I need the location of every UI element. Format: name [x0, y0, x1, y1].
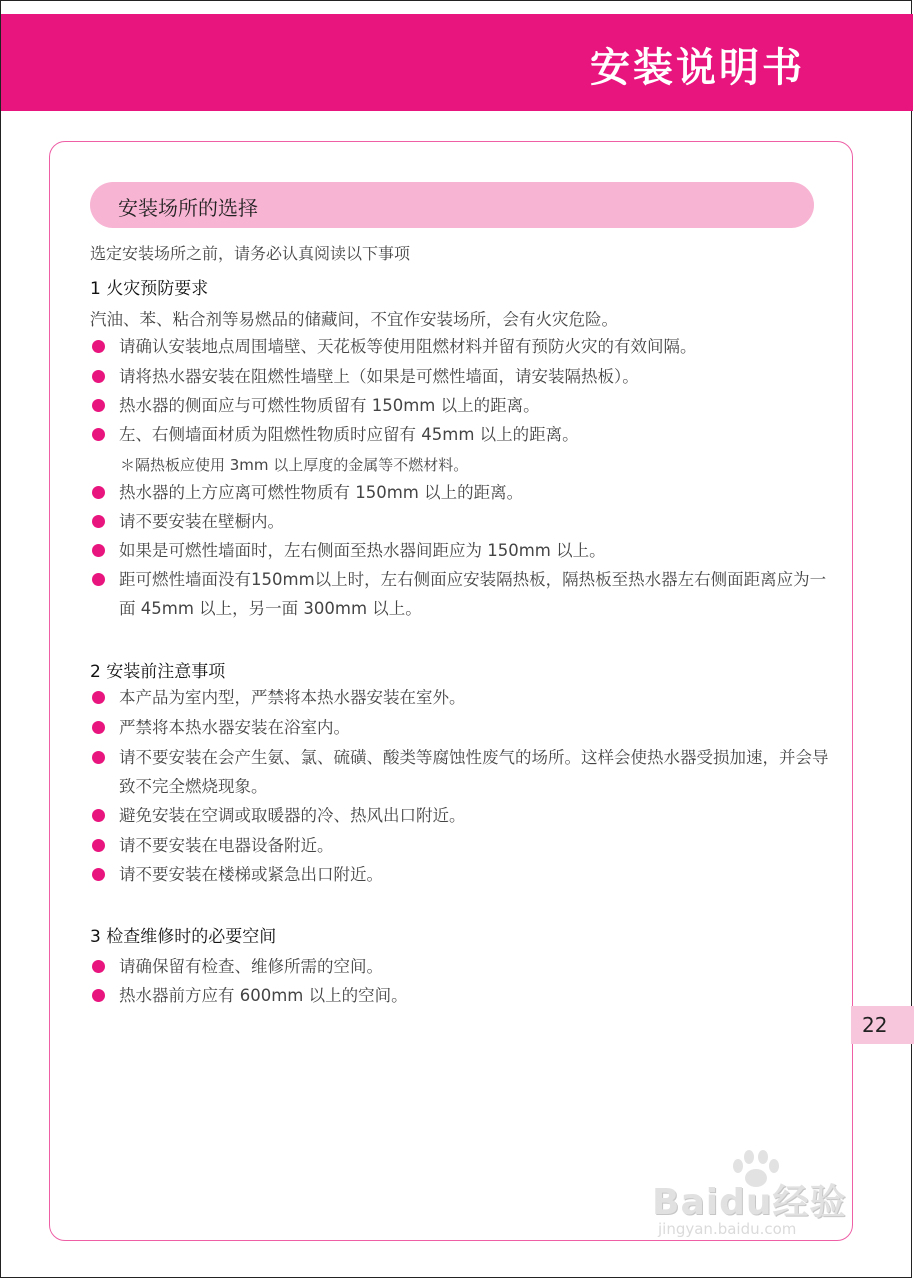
section-title: 安装场所的选择: [118, 196, 258, 220]
bullet-icon: [92, 839, 105, 852]
list-item-text: 严禁将本热水器安装在浴室内。: [119, 718, 350, 737]
list-item: [90, 478, 830, 507]
list-item: [90, 713, 830, 742]
list-item-text: 避免安装在空调或取暖器的冷、热风出口附近。: [119, 806, 466, 825]
list-item: [90, 831, 830, 860]
bullet-icon: [92, 691, 105, 704]
list-item-text: 请不要安装在电器设备附近。: [119, 836, 334, 855]
page-title: 安装说明书: [590, 45, 805, 91]
part1-paragraph: 汽油、苯、粘合剂等易燃品的储藏间，不宜作安装场所，会有火灾危险。: [90, 310, 618, 329]
bullet-icon: [92, 486, 105, 499]
bullet-icon: [92, 399, 105, 412]
list-item: [90, 860, 830, 889]
bullet-icon: [92, 868, 105, 881]
list-item-text: 热水器的上方应离可燃性物质有 150mm 以上的距离。: [119, 483, 524, 502]
list-item-text: 请将热水器安装在阻燃性墙壁上（如果是可燃性墙面，请安装隔热板）。: [119, 367, 639, 386]
list-item-text: 如果是可燃性墙面时，左右侧面至热水器间距应为 150mm 以上。: [119, 541, 606, 560]
list-item-text: 请不要安装在壁橱内。: [119, 512, 284, 531]
page-number-tab: [851, 1006, 914, 1044]
list-item: [90, 683, 830, 712]
bullet-icon: [92, 721, 105, 734]
list-item: [90, 420, 830, 449]
list-item-text: 请不要安装在楼梯或紧急出口附近。: [119, 865, 383, 884]
list-item: [90, 743, 830, 801]
bullet-icon: [92, 370, 105, 383]
list-item: [90, 536, 830, 565]
list-item: [90, 332, 830, 361]
bullet-icon: [92, 428, 105, 441]
section-header: [90, 182, 814, 228]
bullet-icon: [92, 340, 105, 353]
list-item-text: 请确保留有检查、维修所需的空间。: [119, 957, 383, 976]
list-item-text: 热水器前方应有 600mm 以上的空间。: [119, 986, 408, 1005]
bullet-icon: [92, 751, 105, 764]
intro-text: 选定安装场所之前，请务必认真阅读以下事项: [90, 244, 411, 263]
list-item: [90, 391, 830, 420]
bullet-icon: [92, 515, 105, 528]
list-item: [90, 981, 830, 1010]
list-item-text: 距可燃性墙面没有150mm以上时，左右侧面应安装隔热板，隔热板至热水器左右侧面距离应为一面 45mm 以上，另一面 300mm 以上。: [119, 570, 827, 618]
bullet-icon: [92, 544, 105, 557]
list-item: [90, 362, 830, 391]
part2-heading: 2 安装前注意事项: [90, 662, 226, 682]
watermark-url: jingyan.baidu.com: [658, 1220, 797, 1238]
part3-heading: 3 检查维修时的必要空间: [90, 927, 277, 947]
header-bar: [1, 14, 913, 111]
list-item: [90, 507, 830, 536]
bullet-icon: [92, 809, 105, 822]
list-item: [90, 801, 830, 830]
part1-heading: 1 火灾预防要求: [90, 279, 209, 299]
watermark-logo-text: Baidu经验: [652, 1182, 847, 1223]
list-item: [90, 952, 830, 981]
bullet-icon: [92, 989, 105, 1002]
bullet-icon: [92, 960, 105, 973]
page-number: 22: [862, 1013, 888, 1037]
note-text: ＊隔热板应使用 3mm 以上厚度的金属等不燃材料。: [120, 456, 469, 474]
baidu-watermark: [650, 1148, 860, 1248]
list-item-text: 本产品为室内型，严禁将本热水器安装在室外。: [119, 688, 466, 707]
list-item-text: 请不要安装在会产生氨、氯、硫磺、酸类等腐蚀性废气的场所。这样会使热水器受损加速，并会导致不完全燃烧现象。: [119, 748, 829, 796]
bullet-icon: [92, 573, 105, 586]
list-item-text: 热水器的侧面应与可燃性物质留有 150mm 以上的距离。: [119, 396, 540, 415]
list-item: [90, 565, 830, 623]
list-item-text: 左、右侧墙面材质为阻燃性物质时应留有 45mm 以上的距离。: [119, 425, 579, 444]
list-item-text: 请确认安装地点周围墙壁、天花板等使用阻燃材料并留有预防火灾的有效间隔。: [119, 337, 697, 356]
